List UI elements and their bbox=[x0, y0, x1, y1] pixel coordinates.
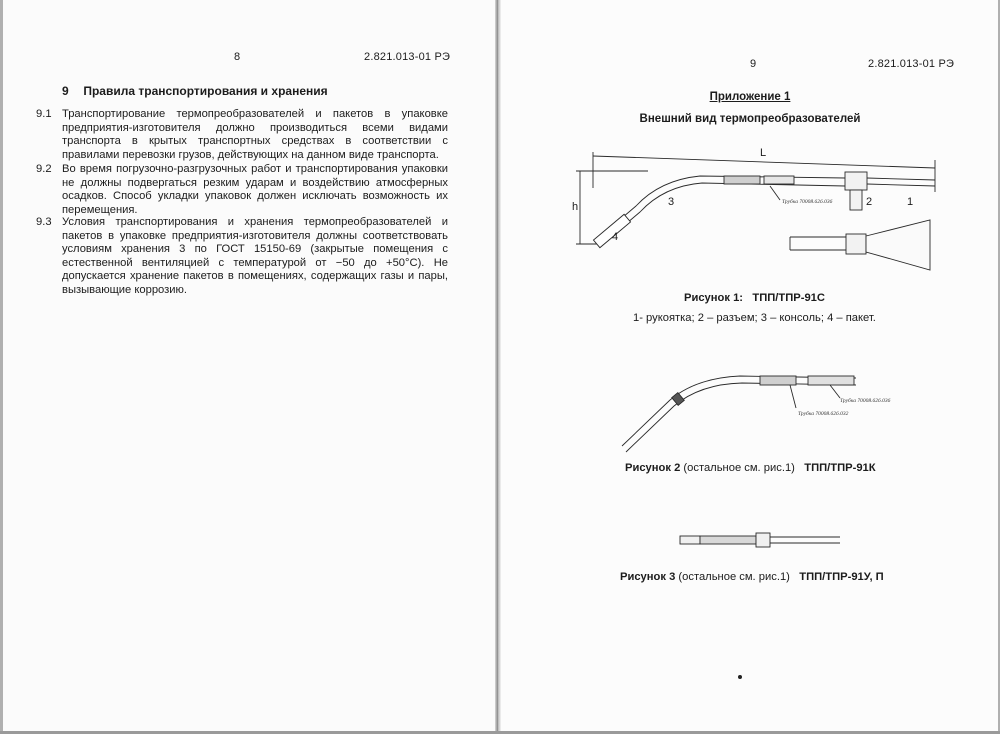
tube-segment-2 bbox=[764, 176, 794, 184]
dim-h-label: h bbox=[572, 201, 579, 213]
right-page-number: 9 bbox=[750, 58, 757, 70]
fig2-tube-note-1: Трубка 70008.626.036 bbox=[840, 398, 891, 404]
fig2-tube-2 bbox=[808, 376, 854, 385]
fig2-joint bbox=[672, 393, 685, 406]
connector-body bbox=[845, 172, 867, 190]
callout-2: 2 bbox=[866, 196, 873, 208]
figure3-caption-note: (остальное см. рис.1) bbox=[678, 571, 790, 583]
clause-text: Условия транспортирования и хранения термопреобразователей и пакетов в упаковке предприятия-изготовителя должны соответствовать условиям хранения 3 по ГОСТ 15150-69 (закрытые помещения с естественной вентиляцией с температурой от −50 до +50°С). Не допускается хранение пакетов в помещениях, содержащих газы и пары, вызывающие коррозию. bbox=[62, 216, 448, 296]
handle-collar bbox=[846, 234, 866, 254]
fig3-tip bbox=[680, 536, 700, 544]
figure2-caption-model: ТПП/ТПР-91К bbox=[804, 462, 876, 474]
fig1-tube-note: Трубка 70008.626.036 bbox=[782, 199, 833, 205]
figure2-caption-note: (остальное см. рис.1) bbox=[683, 462, 795, 474]
connector-stem bbox=[850, 190, 862, 210]
cable-upper bbox=[867, 178, 935, 180]
clause-text: Транспортирование термопреобразователей и пакетов в упаковке предприятия-изготовителя должно производиться всеми видами транспорта в крытых транспортных средствах в соответствии с правилами перевозки грузов, действующих на данном виде транспорта. bbox=[62, 108, 448, 161]
section-title-text: Правила транспортирования и хранения bbox=[83, 84, 328, 98]
figure3-caption-label: Рисунок 3 bbox=[620, 571, 676, 583]
figure2-caption bbox=[625, 462, 876, 474]
fig2-tube-note-2: Трубка 70008.626.032 bbox=[798, 411, 849, 417]
fig2-console-lower bbox=[626, 383, 856, 452]
handle-funnel bbox=[866, 220, 930, 270]
appendix-title-text: Приложение 1 bbox=[709, 91, 791, 103]
figure2-caption-label: Рисунок 2 bbox=[625, 462, 681, 474]
figure1-caption-model: ТПП/ТПР-91С bbox=[752, 292, 825, 304]
cable-lower bbox=[867, 184, 935, 186]
fig2-tube-1 bbox=[760, 376, 796, 385]
figure3-caption-model: ТПП/ТПР-91У, П bbox=[799, 571, 884, 583]
right-doc-number: 2.821.013-01 РЭ bbox=[868, 58, 955, 70]
ink-dot bbox=[738, 675, 742, 679]
figure1-legend: 1- рукоятка; 2 – разъем; 3 – консоль; 4 – пакет. bbox=[633, 312, 876, 324]
figure1-caption bbox=[684, 292, 825, 304]
section-number: 9 bbox=[62, 84, 69, 98]
fig3-sheath bbox=[700, 536, 756, 544]
tube-segment bbox=[724, 176, 760, 184]
fig2-leader-1 bbox=[830, 385, 840, 398]
fig3-joint bbox=[756, 533, 770, 547]
clause-number: 9.1 bbox=[36, 108, 52, 120]
left-page-number: 8 bbox=[234, 51, 241, 63]
clause-number: 9.2 bbox=[36, 163, 52, 175]
appendix-subtitle: Внешний вид термопреобразователей bbox=[639, 113, 861, 125]
figure1-caption-label: Рисунок 1: bbox=[684, 292, 744, 304]
fig2-leader-2 bbox=[790, 385, 796, 408]
callout-4: 4 bbox=[612, 231, 619, 243]
figure3-caption bbox=[620, 571, 884, 583]
dim-l-label: L bbox=[760, 147, 767, 159]
clause-number: 9.3 bbox=[36, 216, 52, 228]
callout-3: 3 bbox=[668, 196, 675, 208]
tube-leader bbox=[770, 186, 780, 200]
clause-text: Во время погрузочно-разгрузочных работ и транспортирования упаковки не должны подвергаться резким ударам и воздействию атмосферных осадков. Способ укладки упаковок должен исключать возможность их перемещения. bbox=[62, 163, 448, 216]
left-doc-number: 2.821.013-01 РЭ bbox=[364, 51, 451, 63]
callout-1: 1 bbox=[907, 196, 914, 208]
